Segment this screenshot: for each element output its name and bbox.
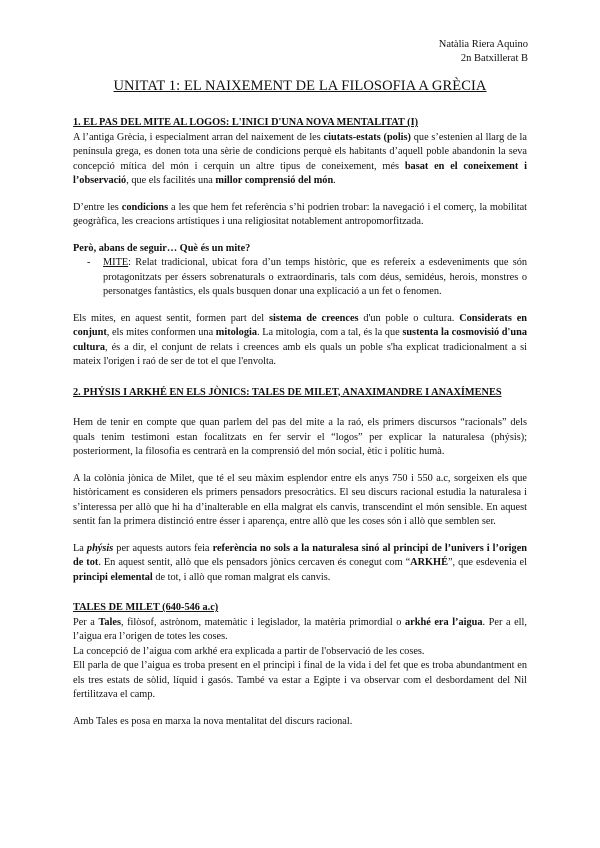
section1-heading: 1. EL PAS DEL MITE AL LOGOS: L'INICI D'UNA NOVA MENTALITAT (I) bbox=[73, 117, 419, 128]
tales-line-2: La concepció de l’aigua com arkhé era explicada a partir de l'observació de les coses. bbox=[73, 645, 425, 657]
course-label: 2n Batxillerat B bbox=[460, 53, 528, 64]
tales-line-4: Amb Tales es posa en marxa la nova mentalitat del discurs racional. bbox=[73, 715, 353, 727]
section1-paragraph-3: Els mites, en aquest sentit, formen part del sistema de creences d'un poble o cultura. Considerats en conjunt, els mites conformen una mitologia. La mitologia, com a tal, és la que sustenta la cosmovisió d'una cultura, és a dir, el conjunt de relats i creences amb els quals un poble s'ha explicat tradicionalment a si mateix l'origen i raó de ser de tot el que l'envolta. bbox=[73, 312, 527, 367]
definition-term: MITE bbox=[103, 257, 129, 268]
author-name: Natàlia Riera Aquino bbox=[438, 39, 528, 50]
document-body bbox=[73, 116, 527, 729]
section1-paragraph-2: D’entre les condicions a les que hem fet referència s’hi podrien trobar: la navegació i el comerç, la mobilitat geogràfica, les creacions artístiques i una religiositat notablement antropomorfitzada. bbox=[73, 201, 528, 227]
list-dash: - bbox=[87, 257, 91, 268]
author-header bbox=[439, 38, 528, 66]
section2-paragraph-2: A la colònia jònica de Milet, que té el seu màxim esplendor entre els anys 750 i 550 a.c, sorgeixen els que històricament es consideren els primers pensadors presocràtics. El seu discurs racional estudia la naturalesa i s’interessa per allò que hi ha d’inalterable en ella malgrat els canvis, transcendint el món sensible. En aquest sentit fan la primera distinció entre ésser i aparença, entre allò que les coses són i allò que semblen ser. bbox=[73, 472, 527, 527]
page-title: UNITAT 1: EL NAIXEMENT DE LA FILOSOFIA A GRÈCIA bbox=[113, 78, 487, 94]
tales-line-1: Per a Tales, filòsof, astrònom, matemàtic i legislador, la matèria primordial o arkhé era l’aigua. Per a ell, l’aigua era l’origen de totes les coses. bbox=[73, 616, 527, 642]
myth-definition: - MITE: Relat tradicional, ubicat fora d’un temps històric, que es refereix a esdeveniments que són protagonitzats per éssers sobrenaturals o extraordinaris, tals com déus, semidéus, herois, monstres o personatges fantàstics, els quals busquen donar una explicació a un fet o fenomen. bbox=[87, 256, 527, 300]
section2-heading: 2. PHÝSIS I ARKHÉ EN ELS JÒNICS: TALES DE MILET, ANAXIMANDRE I ANAXÍMENES bbox=[73, 386, 502, 398]
section2-paragraph-1: Hem de tenir en compte que quan parlem del pas del mite a la raó, els primers discursos “racionals” dels quals tenim testimoni estan focalitzats en fer servir el “logos” per explicar la naturalesa (phýsis); posteriorment, la filosofia es centrarà en la comprensió del món social, ètic i polític humà. bbox=[73, 417, 527, 457]
tales-heading: TALES DE MILET (640-546 a.c) bbox=[73, 602, 219, 613]
section1-paragraph-1: A l’antiga Grècia, i especialment arran del naixement de les ciutats-estats (polis) que s’estenien al llarg de la península grega, es donen tota una sèrie de condicions perquè els habitants d’aquell poble abandonin la seva concepció mítica del món i cerquin un altre tipus de coneixement, més basat en el coneixement i l’observació, que els facilités una millor comprensió del món. bbox=[73, 131, 527, 186]
myth-question: Però, abans de seguir… Què és un mite? bbox=[73, 242, 251, 254]
section2-paragraph-3: La phýsis per aquests autors feia referència no sols a la naturalesa sinó al principi de l’univers i l’origen de tot. En aquest sentit, allò que els pensadors jònics cercaven és conegut com “ARKHÉ”, que esdevenia el principi elemental de tot, i allò que roman malgrat els canvis. bbox=[73, 542, 527, 583]
tales-line-3: Ell parla de que l’aigua es troba present en el principi i final de la vida i del fet que es troba abundantment en els tres estats de sòlid, líquid i gasós. També va estar a Egipte i va observar com el desbordament del Nil fertilitzava el camp. bbox=[73, 660, 527, 700]
